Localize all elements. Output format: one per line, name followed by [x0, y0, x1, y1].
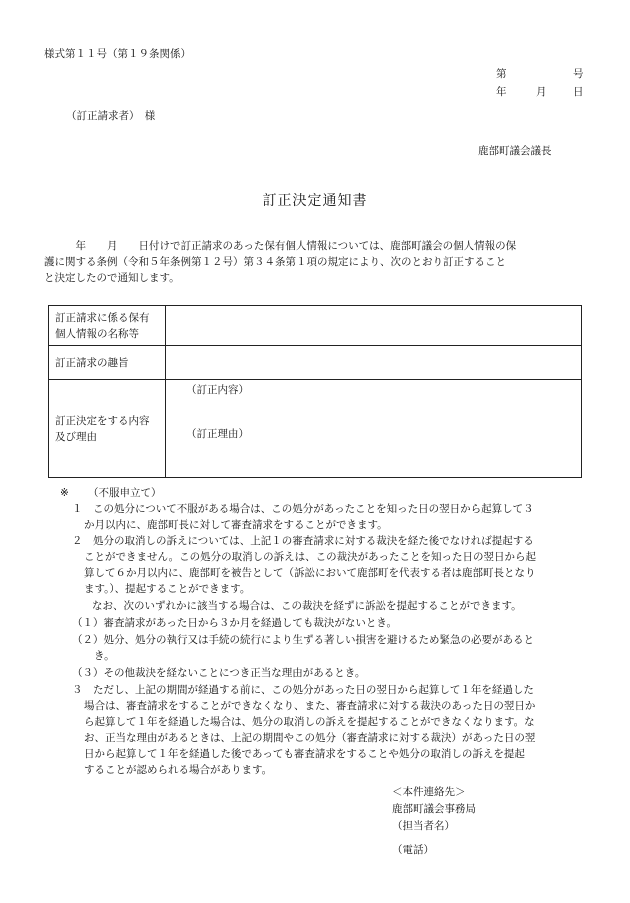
remark-line: （３）その他裁決を経ないことにつき正当な理由があるとき。 — [72, 667, 366, 679]
remark-line: ３ ただし、上記の期間が経過する前に、この処分があった日の翌日から起算して１年を経過した — [72, 684, 534, 696]
form-number: 様式第１１号（第１９条関係） — [44, 48, 191, 60]
remark-line: なお、次のいずれかに該当する場合は、この裁決を経ずに訴訟を提起することができます。 — [92, 600, 522, 612]
remark-line: 日から起算して１年を経過した後であっても審査請求をすることや処分の取消しの訴えを提起 — [84, 748, 525, 760]
contact-office: 鹿部町議会事務局 — [392, 803, 476, 815]
row1-label — [49, 306, 166, 346]
row3-label — [49, 380, 166, 478]
document-number-label: 第 — [496, 68, 507, 80]
row2-value[interactable] — [166, 346, 582, 380]
remark-line: １ この処分について不服がある場合は、この処分があったことを知った日の翌日から起算して３ — [72, 503, 534, 515]
correction-content-label: （訂正内容） — [186, 384, 249, 396]
document-title: 訂正決定通知書 — [262, 193, 368, 209]
remark-line: 算して６か月以内に、鹿部町を被告として（訴訟において鹿部町を代表する者は鹿部町長となり — [84, 567, 536, 579]
remark-line: ら起算して１年を経過した場合は、処分の取消しの訴えを提起することができなくなります。な — [84, 716, 535, 728]
remark-line: き。 — [94, 650, 115, 662]
contact-person: （担当者名） — [392, 820, 455, 832]
intro-line-3: と決定したので通知します。 — [44, 272, 180, 284]
sender-name: 鹿部町議会議長 — [478, 145, 552, 157]
note-mark: ※ — [60, 487, 69, 499]
row1-label-line-1: 訂正請求に係る保有 — [55, 311, 150, 324]
row2-label: 訂正請求の趣旨 — [49, 346, 166, 380]
decision-table — [48, 305, 582, 478]
requester-addressee: （訂正請求者） 様 — [66, 110, 156, 122]
table-row — [49, 346, 582, 380]
document-number-unit: 号 — [573, 68, 584, 80]
contact-phone: （電話） — [392, 844, 434, 856]
intro-paragraph — [44, 238, 584, 286]
date-month-label: 月 — [536, 86, 547, 98]
row1-value[interactable] — [166, 306, 582, 346]
remarks-heading-text: （不服申立て） — [88, 487, 162, 499]
remark-line: （２）処分、処分の執行又は手続の続行により生ずる著しい損害を避けるため緊急の必要があると — [72, 634, 534, 646]
row3-value[interactable] — [166, 380, 582, 478]
row3-label-line-2: 及び理由 — [55, 430, 97, 443]
row1-label-line-2: 個人情報の名称等 — [55, 327, 139, 340]
remark-line: （１）審査請求があった日から３か月を経過しても裁決がないとき。 — [72, 617, 397, 629]
remark-line: ます。）、提起することができます。 — [84, 583, 251, 595]
row3-label-line-1: 訂正決定をする内容 — [55, 414, 150, 427]
date-day-label: 日 — [573, 86, 584, 98]
remark-line: 場合は、審査請求をすることができなくなり、また、審査請求に対する裁決のあった日の翌日か — [84, 700, 536, 712]
remark-line: ことができません。この処分の取消しの訴えは、この裁決があったことを知った日の翌日から起 — [84, 551, 537, 563]
intro-line-1: 年 月 日付けで訂正請求のあった保有個人情報については、鹿部町議会の個人情報の保 — [44, 240, 517, 252]
remark-line: か月以内に、鹿部町長に対して審査請求をすることができます。 — [84, 519, 388, 531]
table-row — [49, 380, 582, 478]
remark-line: ２ 処分の取消しの訴えについては、上記１の審査請求に対する裁決を経た後でなければ提起する — [72, 535, 534, 547]
remark-line: お、正当な理由があるときは、上記の期間やこの処分（審査請求に対する裁決）があった日の翌 — [84, 732, 536, 744]
contact-heading: ＜本件連絡先＞ — [392, 786, 466, 798]
correction-reason-label: （訂正理由） — [186, 428, 249, 440]
remark-line: することが認められる場合があります。 — [84, 764, 273, 776]
date-year-label: 年 — [496, 86, 507, 98]
intro-line-2: 護に関する条例（令和５年条例第１２号）第３４条第１項の規定により、次のとおり訂正すること — [44, 256, 506, 268]
table-row — [49, 306, 582, 346]
remarks-heading — [60, 487, 162, 501]
